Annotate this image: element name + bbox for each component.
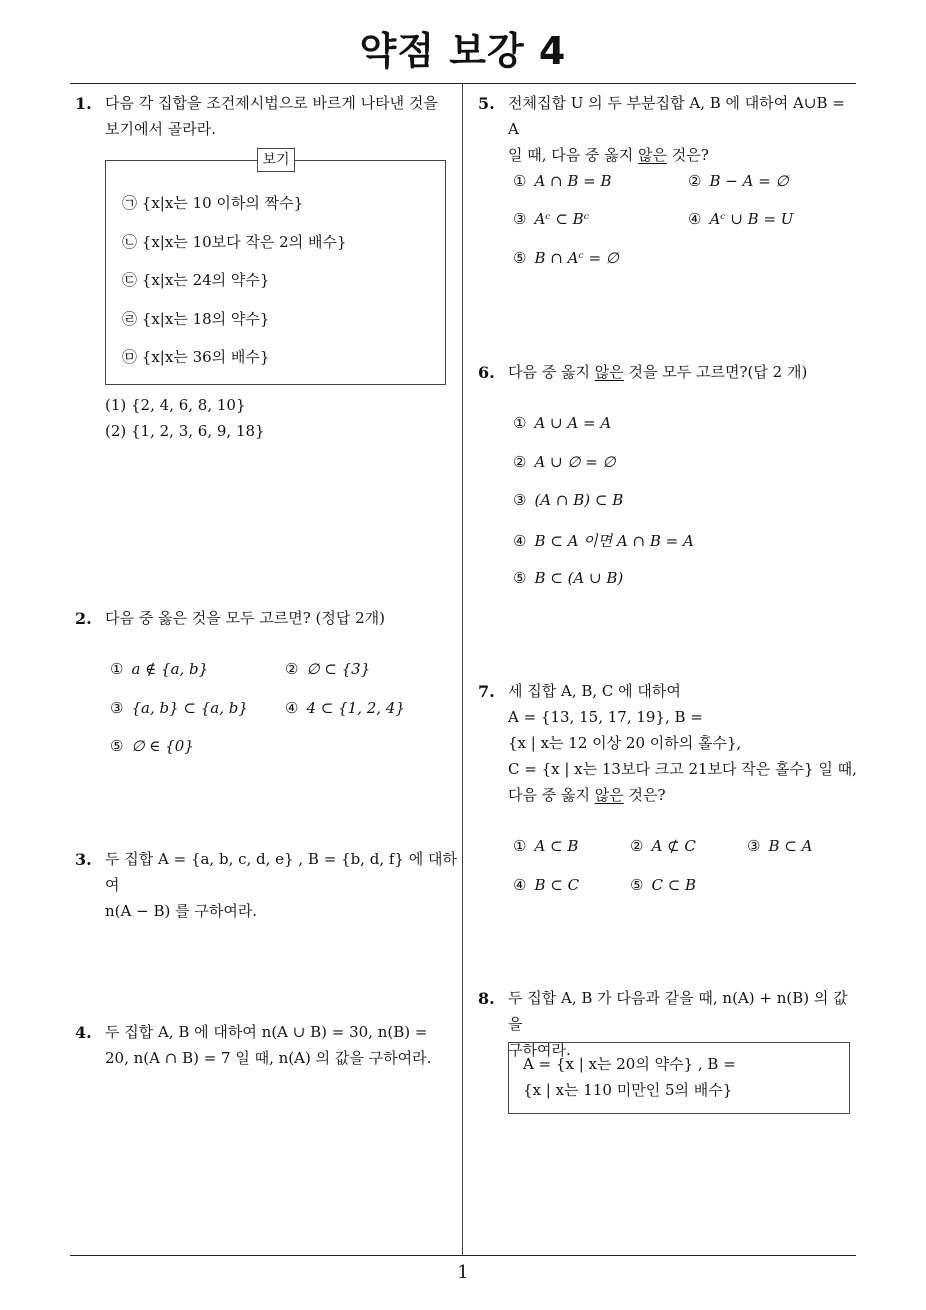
option-text: Aᶜ ∪ B = U [709, 210, 794, 228]
q1-text [105, 90, 457, 142]
q8-number: 8. [478, 989, 495, 1008]
bogi-text: {x|x는 36의 배수} [141, 348, 270, 366]
q3-line1: 두 집합 A = {a, b, c, d, e} , B = {b, d, f} 에 대하여 [105, 850, 457, 894]
q4-line1: 두 집합 A, B 에 대하여 n(A ∪ B) = 30, n(B) = [105, 1023, 428, 1041]
option-mark: ④ [285, 699, 299, 717]
option-text: ∅ ⊂ {3} [306, 660, 371, 678]
q6-text [508, 359, 860, 385]
q8-box-line2: {x | x는 110 미만인 5의 배수} [523, 1081, 733, 1099]
q3-number: 3. [75, 850, 92, 869]
q6-text-a: 다음 중 옳지 [508, 363, 595, 381]
q6-option-1[interactable] [513, 414, 611, 432]
q4-text [105, 1019, 457, 1071]
option-mark: ② [513, 453, 527, 471]
q5-option-2[interactable] [688, 172, 789, 190]
option-mark: ② [688, 172, 702, 190]
bogi-text: {x|x는 10보다 작은 2의 배수} [141, 233, 347, 251]
option-mark: ③ [513, 210, 527, 228]
bogi-mark: ㉣ [122, 310, 138, 328]
q4-line2: 20, n(A ∩ B) = 7 일 때, n(A) 의 값을 구하여라. [105, 1049, 432, 1067]
q5-line1: 전체집합 U 의 두 부분집합 A, B 에 대하여 A∪B = A [508, 94, 845, 138]
option-mark: ② [630, 837, 644, 855]
bogi-mark: ㉢ [122, 271, 138, 289]
option-mark: ⑤ [110, 737, 124, 755]
option-mark: ④ [513, 532, 527, 550]
q5-text [508, 90, 860, 168]
bogi-text: {x|x는 24의 약수} [141, 271, 270, 289]
q7-line4: C = {x | x는 13보다 크고 21보다 작은 홀수} 일 때, [508, 760, 857, 778]
q7-line5 [508, 782, 860, 808]
q7-line5-a: 다음 중 옳지 [508, 786, 595, 804]
option-mark: ① [513, 172, 527, 190]
q2-option-3[interactable] [110, 699, 248, 717]
q2-number: 2. [75, 609, 92, 628]
bogi-item-3 [122, 269, 269, 290]
q8-box-line1: A = {x | x는 20의 약수} , B = [523, 1055, 736, 1073]
option-mark: ③ [513, 491, 527, 509]
option-text: B ⊂ (A ∪ B) [534, 569, 624, 587]
option-text: (A ∩ B) ⊂ B [534, 491, 624, 509]
q6-number: 6. [478, 363, 495, 382]
q7-line2: A = {13, 15, 17, 19}, B = [508, 708, 703, 726]
q7-underlined: 않은 [594, 786, 624, 804]
bogi-text: {x|x는 18의 약수} [141, 310, 270, 328]
option-text: A ⊄ C [651, 837, 696, 855]
q5-line2 [508, 142, 860, 168]
q5-number: 5. [478, 94, 495, 113]
q6-option-5[interactable] [513, 569, 623, 587]
q6-underlined: 않은 [594, 363, 624, 381]
option-mark: ① [110, 660, 124, 678]
option-mark: ⑤ [513, 569, 527, 587]
option-text: A ⊂ B [534, 837, 579, 855]
q2-text: 다음 중 옳은 것을 모두 고르면? (정답 2개) [105, 609, 386, 627]
bogi-item-2 [122, 231, 346, 252]
option-text: A ∪ ∅ = ∅ [534, 453, 616, 471]
option-mark: ④ [688, 210, 702, 228]
option-text: Aᶜ ⊂ Bᶜ [534, 210, 589, 228]
option-text: B ∩ Aᶜ = ∅ [534, 249, 619, 267]
option-mark: ⑤ [513, 249, 527, 267]
q8-line1: 두 집합 A, B 가 다음과 같을 때, n(A) + n(B) 의 값을 [508, 989, 848, 1033]
q1-line1: 다음 각 집합을 조건제시법으로 바르게 나타낸 것을 [105, 94, 438, 112]
option-text: B ⊂ A 이면 A ∩ B = A [534, 532, 694, 550]
q2-option-5[interactable] [110, 737, 194, 755]
q7-number: 7. [478, 682, 495, 701]
q5-line2-a: 일 때, 다음 중 옳지 [508, 146, 639, 164]
option-mark: ③ [747, 837, 761, 855]
bogi-mark: ㉠ [122, 194, 138, 212]
q1-line2: 보기에서 골라라. [105, 120, 216, 138]
option-text: {a, b} ⊂ {a, b} [131, 699, 248, 717]
q5-option-1[interactable] [513, 172, 612, 190]
footer-rule [70, 1255, 856, 1256]
q1-sub1: (1) {2, 4, 6, 8, 10} [105, 396, 246, 414]
bogi-item-1 [122, 192, 303, 213]
bogi-item-4 [122, 308, 269, 329]
q5-option-4[interactable] [688, 210, 793, 228]
option-mark: ⑤ [630, 876, 644, 894]
bogi-text: {x|x는 10 이하의 짝수} [141, 194, 304, 212]
option-mark: ③ [110, 699, 124, 717]
q5-line2-b: 것은? [667, 146, 709, 164]
option-text: a ∉ {a, b} [131, 660, 209, 678]
q6-option-3[interactable] [513, 491, 623, 509]
option-text: A ∪ A = A [534, 414, 612, 432]
page-title: 약점 보강 4 [359, 29, 567, 73]
option-mark: ④ [513, 876, 527, 894]
bogi-mark: ㉡ [122, 233, 138, 251]
bogi-label: 보기 [257, 148, 295, 172]
bogi-mark: ㉤ [122, 348, 138, 366]
q2-option-4[interactable] [285, 699, 405, 717]
q7-option-4[interactable] [513, 876, 579, 894]
q7-option-1[interactable] [513, 837, 578, 855]
q3-text [105, 846, 457, 924]
bogi-item-5 [122, 346, 269, 367]
q2-option-2[interactable] [285, 660, 370, 678]
column-divider [462, 84, 463, 1256]
option-text: B − A = ∅ [709, 172, 789, 190]
q1-sub2: (2) {1, 2, 3, 6, 9, 18} [105, 422, 265, 440]
option-mark: ① [513, 837, 527, 855]
q5-option-3[interactable] [513, 210, 589, 228]
option-mark: ② [285, 660, 299, 678]
q7-line1: 세 집합 A, B, C 에 대하여 [508, 682, 681, 700]
q1-number: 1. [75, 94, 92, 113]
q7-line3: {x | x는 12 이상 20 이하의 홀수}, [508, 734, 742, 752]
q6-option-4[interactable] [513, 530, 694, 551]
option-text: B ⊂ C [534, 876, 580, 894]
q7-line5-b: 것은? [623, 786, 666, 804]
q6-text-b: 것을 모두 고르면?(답 2 개) [623, 363, 808, 381]
option-text: A ∩ B = B [534, 172, 612, 190]
q8-condition-box [508, 1042, 850, 1114]
page-number: 1 [457, 1262, 469, 1283]
q7-option-3[interactable] [747, 837, 812, 855]
q8-box-text [523, 1051, 838, 1103]
option-text: ∅ ∈ {0} [131, 737, 194, 755]
q7-text [508, 678, 860, 808]
q6-option-2[interactable] [513, 453, 616, 471]
option-mark: ① [513, 414, 527, 432]
q4-number: 4. [75, 1023, 92, 1042]
option-text: C ⊂ B [651, 876, 697, 894]
q5-underlined: 않은 [638, 146, 668, 164]
q8-line2: 구하여라. [508, 1041, 571, 1059]
option-text: B ⊂ A [768, 837, 813, 855]
q7-option-5[interactable] [630, 876, 696, 894]
q3-line2: n(A − B) 를 구하여라. [105, 902, 258, 920]
q7-option-2[interactable] [630, 837, 696, 855]
q5-option-5[interactable] [513, 249, 619, 267]
option-text: 4 ⊂ {1, 2, 4} [306, 699, 405, 717]
header-rule [70, 83, 856, 84]
q2-option-1[interactable] [110, 660, 208, 678]
